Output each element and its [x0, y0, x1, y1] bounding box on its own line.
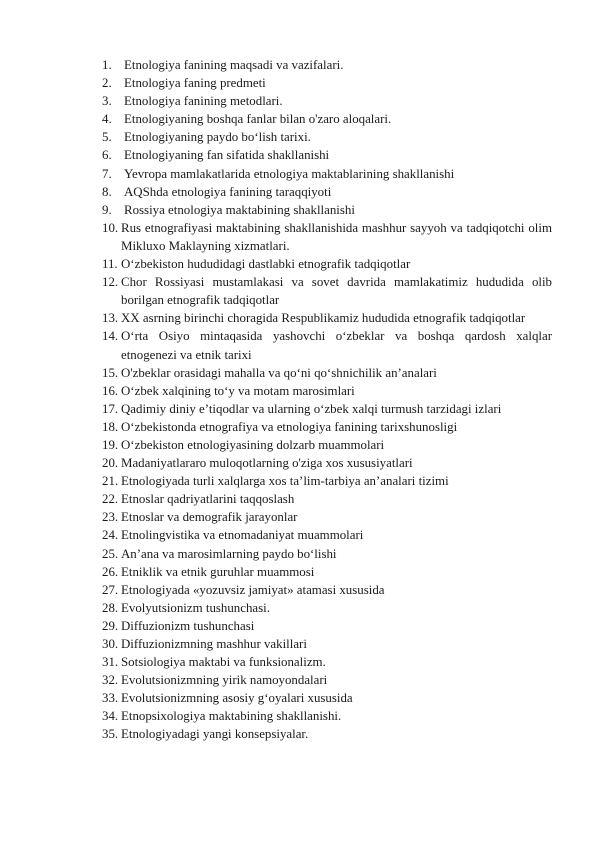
list-item — [102, 110, 552, 128]
item-number: 27. — [102, 582, 119, 597]
list-item — [102, 436, 552, 454]
item-number: 35. — [102, 727, 119, 742]
list-item — [102, 92, 552, 110]
item-number: 31. — [102, 655, 119, 670]
item-text: Etnologiyaning paydo bo‘lish tarixi. — [124, 130, 311, 145]
item-text: O‘zbekiston etnologiyasining dolzarb muammolari — [121, 437, 385, 452]
list-item — [102, 146, 552, 164]
item-text: Etnologiya faning predmeti — [124, 76, 266, 91]
item-number: 21. — [102, 474, 119, 489]
item-text: Etnologiyada turli xalqlarga xos ta’lim-tarbiya an’analari tizimi — [121, 474, 449, 489]
list-item — [102, 255, 552, 273]
list-item — [102, 400, 552, 418]
item-number: 19. — [102, 437, 119, 452]
item-text: Chor Rossiyasi mustamlakasi va sovet davrida mamlakatimiz hududida olib borilgan etnografik tadqiqotlar — [121, 275, 552, 308]
item-number: 29. — [102, 618, 119, 633]
item-text: O‘zbekiston hududidagi dastlabki etnografik tadqiqotlar — [121, 257, 411, 272]
item-number: 14. — [102, 329, 119, 344]
list-item — [102, 725, 552, 743]
item-text: Diffuzionizm tushunchasi — [121, 618, 255, 633]
item-text: Qadimiy diniy e’tiqodlar va ularning o‘zbek xalqi turmush tarzidagi izlari — [121, 401, 502, 416]
item-text: Etnoslar va demografik jarayonlar — [121, 510, 298, 525]
item-text: Rus etnografiyasi maktabining shakllanishida mashhur sayyoh va tadqiqotchi olim Mikluxo Maklayning xizmatlari. — [121, 220, 552, 253]
list-item — [102, 382, 552, 400]
list-item — [102, 418, 552, 436]
list-item — [102, 490, 552, 508]
list-item — [102, 581, 552, 599]
item-number: 33. — [102, 691, 119, 706]
item-number: 16. — [102, 383, 119, 398]
item-number: 20. — [102, 456, 119, 471]
item-number: 9. — [102, 202, 112, 217]
item-number: 15. — [102, 365, 119, 380]
item-number: 18. — [102, 419, 119, 434]
item-number: 17. — [102, 401, 119, 416]
item-text: O'zbeklar orasidagi mahalla va qo‘ni qo‘shnichilik an’analari — [121, 365, 437, 380]
item-text: Etnologiyadagi yangi konsepsiyalar. — [121, 727, 309, 742]
item-text: Etnolingvistika va etnomadaniyat muammolari — [121, 528, 364, 543]
item-number: 1. — [102, 58, 112, 72]
item-text: Etnopsixologiya maktabining shakllanishi. — [121, 709, 342, 724]
item-number: 6. — [102, 148, 112, 163]
item-number: 26. — [102, 564, 119, 579]
item-text: Etnologiyada «yozuvsiz jamiyat» atamasi xususida — [121, 582, 385, 597]
item-number: 12. — [102, 275, 119, 290]
list-item — [102, 563, 552, 581]
item-text: Madaniyatlararo muloqotlarning o'ziga xos xususiyatlari — [121, 456, 413, 471]
item-text: O‘zbekistonda etnografiya va etnologiya fanining tarixshunosligi — [121, 419, 458, 434]
list-item — [102, 526, 552, 544]
list-item — [102, 653, 552, 671]
item-text: Evolutsionizmning yirik namoyondalari — [121, 673, 328, 688]
item-text: O‘rta Osiyo mintaqasida yashovchi o‘zbeklar va boshqa qardosh xalqlar etnogenezi va etnik tarixi — [121, 329, 552, 362]
item-number: 24. — [102, 528, 119, 543]
item-text: AQShda etnologiya fanining taraqqiyoti — [124, 184, 332, 199]
item-number: 13. — [102, 311, 119, 326]
list-item — [102, 617, 552, 635]
item-number: 2. — [102, 76, 112, 91]
list-item — [102, 545, 552, 563]
list-item — [102, 635, 552, 653]
item-number: 8. — [102, 184, 112, 199]
list-item — [102, 689, 552, 707]
list-item — [102, 183, 552, 201]
list-item — [102, 454, 552, 472]
list-item — [102, 599, 552, 617]
item-text: Yevropa mamlakatlarida etnologiya maktablarining shakllanishi — [124, 166, 455, 181]
item-text: Etnologiyaning fan sifatida shakllanishi — [124, 148, 330, 163]
list-item — [102, 364, 552, 382]
item-number: 4. — [102, 112, 112, 127]
list-item — [102, 327, 552, 363]
item-text: An’ana va marosimlarning paydo bo‘lishi — [121, 546, 337, 561]
item-text: Evolyutsionizm tushunchasi. — [121, 600, 270, 615]
item-text: XX asrning birinchi choragida Respublikamiz hududida etnografik tadqiqotlar — [121, 311, 526, 326]
topic-list — [102, 56, 552, 744]
item-number: 28. — [102, 600, 119, 615]
list-item — [102, 707, 552, 725]
item-text: O‘zbek xalqining to‘y va motam marosimlari — [121, 383, 355, 398]
list-item — [102, 472, 552, 490]
list-item — [102, 165, 552, 183]
item-number: 25. — [102, 546, 119, 561]
list-item — [102, 219, 552, 255]
list-item — [102, 74, 552, 92]
list-item — [102, 309, 552, 327]
list-item — [102, 201, 552, 219]
list-item — [102, 671, 552, 689]
item-text: Rossiya etnologiya maktabining shakllanishi — [124, 202, 355, 217]
item-number: 11. — [102, 257, 118, 272]
item-number: 5. — [102, 130, 112, 145]
item-text: Diffuzionizmning mashhur vakillari — [121, 637, 307, 651]
item-text: Etnoslar qadriyatlarini taqqoslash — [121, 492, 295, 507]
item-text: Etniklik va etnik guruhlar muammosi — [121, 564, 315, 579]
item-text: Sotsiologiya maktabi va funksionalizm. — [121, 655, 326, 670]
item-number: 34. — [102, 709, 119, 724]
item-text: Etnologiya fanining metodlari. — [124, 94, 283, 109]
list-item — [102, 56, 552, 74]
item-text: Etnologiyaning boshqa fanlar bilan o'zaro aloqalari. — [124, 112, 392, 127]
item-text: Etnologiya fanining maqsadi va vazifalari. — [124, 58, 344, 72]
list-item — [102, 128, 552, 146]
item-number: 32. — [102, 673, 119, 688]
item-text: Evolutsionizmning asosiy g‘oyalari xususida — [121, 691, 353, 706]
list-item — [102, 273, 552, 309]
item-number: 3. — [102, 94, 112, 109]
list-item — [102, 508, 552, 526]
item-number: 22. — [102, 492, 119, 507]
item-number: 10. — [102, 220, 119, 235]
item-number: 23. — [102, 510, 119, 525]
item-number: 7. — [102, 166, 112, 181]
item-number: 30. — [102, 637, 119, 651]
